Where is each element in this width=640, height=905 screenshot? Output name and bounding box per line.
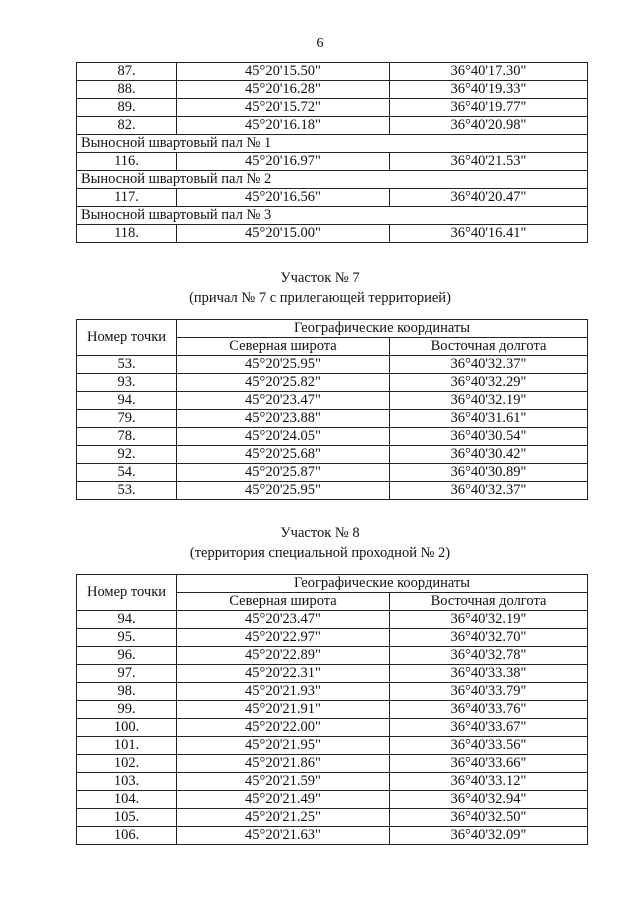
point-number: 106. (77, 827, 177, 845)
longitude-cell: 36°40'33.79" (390, 683, 588, 701)
table-row (77, 482, 588, 500)
header-point-number: Номер точки (77, 320, 177, 356)
header-longitude: Восточная долгота (390, 593, 588, 611)
point-number: 54. (77, 464, 177, 482)
point-number: 100. (77, 719, 177, 737)
table-row (77, 153, 588, 171)
table-row (77, 225, 588, 243)
latitude-cell: 45°20'22.00" (177, 719, 390, 737)
header-coordinates: Географические координаты (177, 320, 588, 338)
longitude-cell: 36°40'32.19" (390, 392, 588, 410)
coordinates-table-continued (76, 62, 588, 243)
longitude-cell: 36°40'16.41" (390, 225, 588, 243)
point-number: 103. (77, 773, 177, 791)
table-row (77, 63, 588, 81)
point-number: 95. (77, 629, 177, 647)
point-number: 79. (77, 410, 177, 428)
point-number: 53. (77, 356, 177, 374)
table-body (77, 63, 588, 243)
point-number: 101. (77, 737, 177, 755)
mooring-label-row (77, 207, 588, 225)
longitude-cell: 36°40'31.61" (390, 410, 588, 428)
latitude-cell: 45°20'15.72" (177, 99, 390, 117)
header-point-number: Номер точки (77, 575, 177, 611)
latitude-cell: 45°20'21.93" (177, 683, 390, 701)
point-number: 97. (77, 665, 177, 683)
table-row (77, 701, 588, 719)
longitude-cell: 36°40'33.76" (390, 701, 588, 719)
point-number: 105. (77, 809, 177, 827)
table-body (77, 611, 588, 845)
longitude-cell: 36°40'32.50" (390, 809, 588, 827)
longitude-cell: 36°40'20.47" (390, 189, 588, 207)
point-number: 102. (77, 755, 177, 773)
table-row (77, 392, 588, 410)
longitude-cell: 36°40'32.94" (390, 791, 588, 809)
longitude-cell: 36°40'32.29" (390, 374, 588, 392)
latitude-cell: 45°20'24.05" (177, 428, 390, 446)
latitude-cell: 45°20'25.95" (177, 356, 390, 374)
table-row (77, 611, 588, 629)
latitude-cell: 45°20'21.59" (177, 773, 390, 791)
longitude-cell: 36°40'32.19" (390, 611, 588, 629)
latitude-cell: 45°20'22.31" (177, 665, 390, 683)
table-row (77, 374, 588, 392)
longitude-cell: 36°40'32.09" (390, 827, 588, 845)
page-number: 6 (316, 36, 324, 51)
table-row (77, 665, 588, 683)
latitude-cell: 45°20'25.82" (177, 374, 390, 392)
longitude-cell: 36°40'32.70" (390, 629, 588, 647)
point-number: 99. (77, 701, 177, 719)
table-row (77, 117, 588, 135)
point-number: 82. (77, 117, 177, 135)
section-7-table (76, 319, 588, 500)
point-number: 78. (77, 428, 177, 446)
longitude-cell: 36°40'20.98" (390, 117, 588, 135)
latitude-cell: 45°20'25.95" (177, 482, 390, 500)
longitude-cell: 36°40'19.77" (390, 99, 588, 117)
point-number: 88. (77, 81, 177, 99)
longitude-cell: 36°40'32.37" (390, 482, 588, 500)
latitude-cell: 45°20'22.97" (177, 629, 390, 647)
table-header (77, 320, 588, 356)
point-number: 118. (77, 225, 177, 243)
table-header (77, 575, 588, 611)
latitude-cell: 45°20'21.25" (177, 809, 390, 827)
longitude-cell: 36°40'33.56" (390, 737, 588, 755)
latitude-cell: 45°20'21.63" (177, 827, 390, 845)
latitude-cell: 45°20'21.49" (177, 791, 390, 809)
point-number: 96. (77, 647, 177, 665)
section-8-title: Участок № 8 (280, 525, 360, 541)
section-7-title: Участок № 7 (280, 270, 360, 286)
header-latitude: Северная широта (177, 338, 390, 356)
table-row (77, 683, 588, 701)
point-number: 92. (77, 446, 177, 464)
latitude-cell: 45°20'25.68" (177, 446, 390, 464)
section-8-subtitle: (территория специальной проходной № 2) (189, 545, 451, 561)
latitude-cell: 45°20'25.87" (177, 464, 390, 482)
table-row (77, 81, 588, 99)
header-coordinates: Географические координаты (177, 575, 588, 593)
section-7-subtitle: (причал № 7 с прилегающей территорией) (189, 290, 451, 306)
longitude-cell: 36°40'33.38" (390, 665, 588, 683)
table-row (77, 719, 588, 737)
longitude-cell: 36°40'33.66" (390, 755, 588, 773)
table-row (77, 99, 588, 117)
latitude-cell: 45°20'16.56" (177, 189, 390, 207)
latitude-cell: 45°20'23.88" (177, 410, 390, 428)
mooring-label: Выносной швартовый пал № 2 (77, 171, 588, 189)
latitude-cell: 45°20'21.91" (177, 701, 390, 719)
table-row (77, 189, 588, 207)
point-number: 94. (77, 392, 177, 410)
point-number: 93. (77, 374, 177, 392)
latitude-cell: 45°20'15.00" (177, 225, 390, 243)
mooring-label: Выносной швартовый пал № 3 (77, 207, 588, 225)
table-row (77, 773, 588, 791)
table-row (77, 809, 588, 827)
section-8-table (76, 574, 588, 845)
point-number: 94. (77, 611, 177, 629)
point-number: 53. (77, 482, 177, 500)
longitude-cell: 36°40'30.89" (390, 464, 588, 482)
table-row (77, 755, 588, 773)
mooring-label: Выносной швартовый пал № 1 (77, 135, 588, 153)
header-longitude: Восточная долгота (390, 338, 588, 356)
latitude-cell: 45°20'21.95" (177, 737, 390, 755)
table-row (77, 356, 588, 374)
table-row (77, 410, 588, 428)
table-row (77, 827, 588, 845)
point-number: 98. (77, 683, 177, 701)
latitude-cell: 45°20'22.89" (177, 647, 390, 665)
table-row (77, 629, 588, 647)
table-row (77, 791, 588, 809)
point-number: 104. (77, 791, 177, 809)
longitude-cell: 36°40'30.42" (390, 446, 588, 464)
table-row (77, 464, 588, 482)
longitude-cell: 36°40'17.30" (390, 63, 588, 81)
longitude-cell: 36°40'19.33" (390, 81, 588, 99)
latitude-cell: 45°20'23.47" (177, 392, 390, 410)
latitude-cell: 45°20'16.18" (177, 117, 390, 135)
mooring-label-row (77, 135, 588, 153)
latitude-cell: 45°20'16.97" (177, 153, 390, 171)
longitude-cell: 36°40'33.67" (390, 719, 588, 737)
table-row (77, 446, 588, 464)
longitude-cell: 36°40'33.12" (390, 773, 588, 791)
table-row (77, 737, 588, 755)
longitude-cell: 36°40'32.78" (390, 647, 588, 665)
header-latitude: Северная широта (177, 593, 390, 611)
longitude-cell: 36°40'30.54" (390, 428, 588, 446)
point-number: 89. (77, 99, 177, 117)
longitude-cell: 36°40'21.53" (390, 153, 588, 171)
latitude-cell: 45°20'16.28" (177, 81, 390, 99)
table-row (77, 428, 588, 446)
table-row (77, 647, 588, 665)
longitude-cell: 36°40'32.37" (390, 356, 588, 374)
latitude-cell: 45°20'15.50" (177, 63, 390, 81)
point-number: 116. (77, 153, 177, 171)
point-number: 117. (77, 189, 177, 207)
mooring-label-row (77, 171, 588, 189)
latitude-cell: 45°20'23.47" (177, 611, 390, 629)
table-body (77, 356, 588, 500)
latitude-cell: 45°20'21.86" (177, 755, 390, 773)
point-number: 87. (77, 63, 177, 81)
